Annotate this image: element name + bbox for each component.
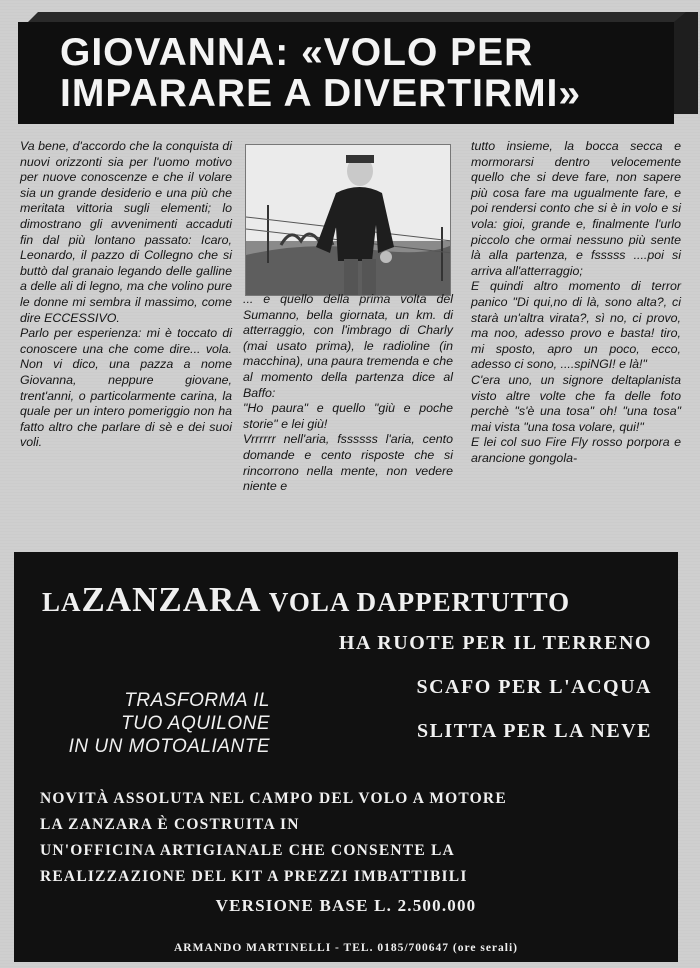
headline-box [18,22,674,124]
ad-feature-wheels: HA RUOTE PER IL TERRENO [338,632,652,654]
ad-brand-name: ZANZARA [81,580,262,619]
ad-feature-sled: SLITTA PER LA NEVE [416,720,652,742]
photo-illustration [246,145,451,296]
ad-slogan-line: TUO AQUILONE [121,713,270,734]
article-paragraph: Parlo per esperienza: mi è toccato di conoscere una che come dire... vola. Non vi dico, una pazza a nome Giovanna, neppure giovane, trent'anni, o particolarmente carina, la quale per un intero pomeriggio non ha fatto altro che parlare di sè e dei suoi voli. [20,326,232,450]
article-column-2 [243,292,453,495]
ad-title-suffix: VOLA DAPPERTUTTO [261,587,571,617]
ad-body-line: UN'OFFICINA ARTIGIANALE CHE CONSENTE LA [40,842,455,859]
ad-body-line: NOVITÀ ASSOLUTA NEL CAMPO DEL VOLO A MOTORE [40,790,507,807]
ad-body-line: REALIZZAZIONE DEL KIT A PREZZI IMBATTIBILI [40,868,468,885]
article-paragraph: ... e quello della prima volta del Sumanno, bella giornata, un km. di atterraggio, con l'imbrago di Charly (mai usato prima), le radioline (in macchina), una paura tremenda e che al momento della partenza dice al Baffo: [243,292,453,400]
ad-body-line: LA ZANZARA È COSTRUITA IN [40,816,300,833]
article-paragraph: Va bene, d'accordo che la conquista di nuovi orizzonti sia per l'uomo motivo per nuove conoscenze e che il volare sia un grande desiderio e una più che meritata vittoria sugli elementi; lo dimostrano gli avvenimenti accaduti fin dal più lontano passato: Icaro, Leonardo, il pazzo di Collegno che si buttò dal granaio legando delle galline a delle ali di legno, ma che volino pure le donne mi sembra il massimo, come dire ECCESSIVO. [20,139,233,325]
article-paragraph: tutto insieme, la bocca secca e mormorarsi dentro velocemente quello che si deve fare, non sapere più cosa fare ma ugualmente fare, e poi rendersi conto che si è in volo e si vola: gioi, grande e, finalmente l'urlo piccolo che ormai nessuno più sente là alla partenza, e fsssss ....poi si arriva all'atterraggio; [471,139,681,278]
article-column-3 [471,139,681,466]
headline-line-2: IMPARARE A DIVERTIRMI» [60,72,582,115]
headline-line-1: GIOVANNA: «VOLO PER [60,31,534,74]
photo-woman-pilot [245,144,451,296]
ad-feature-hull: SCAFO PER L'ACQUA [416,676,652,698]
article-column-1 [20,139,232,451]
zanzara-advertisement [14,552,678,962]
ad-price: VERSIONE BASE L. 2.500.000 [215,896,477,915]
ad-title [42,580,662,620]
article-paragraph: C'era uno, un signore deltaplanista visto altre volte che fa delle foto perchè "s'è una tosa" oh! "una tosa" mai vista "una tosa volare, qui!" [471,372,681,434]
article-paragraph: E quindi altro momento di terror panico "Di qui,no di là, sono alta?, ci starà un'altra virata?, sì no, ci provo, ma noo, adesso provo e basta! tiro, mi sposto, apro un poco, ecco, adesso ci sono, ....spiNGI! e là!" [471,279,681,372]
ad-body [40,786,660,890]
ad-slogan-line: IN UN MOTOALIANTE [68,736,270,757]
article-paragraph: "Ho paura" e quello "giù e poche storie" e lei giù! [243,401,453,431]
ad-contact: ARMANDO MARTINELLI - TEL. 0185/700647 (ore serali) [173,942,518,954]
ad-title-prefix: LA [42,587,82,617]
article-paragraph: E lei col suo Fire Fly rosso porpora e arancione gongola- [471,435,681,465]
article-paragraph: Vrrrrrr nell'aria, fssssss l'aria, cento domande e cento risposte che si rincorrono nella mente, non vedere niente e [243,432,453,494]
headline [60,32,674,114]
ad-slogan [40,689,270,758]
ad-slogan-line: TRASFORMA IL [124,690,270,711]
